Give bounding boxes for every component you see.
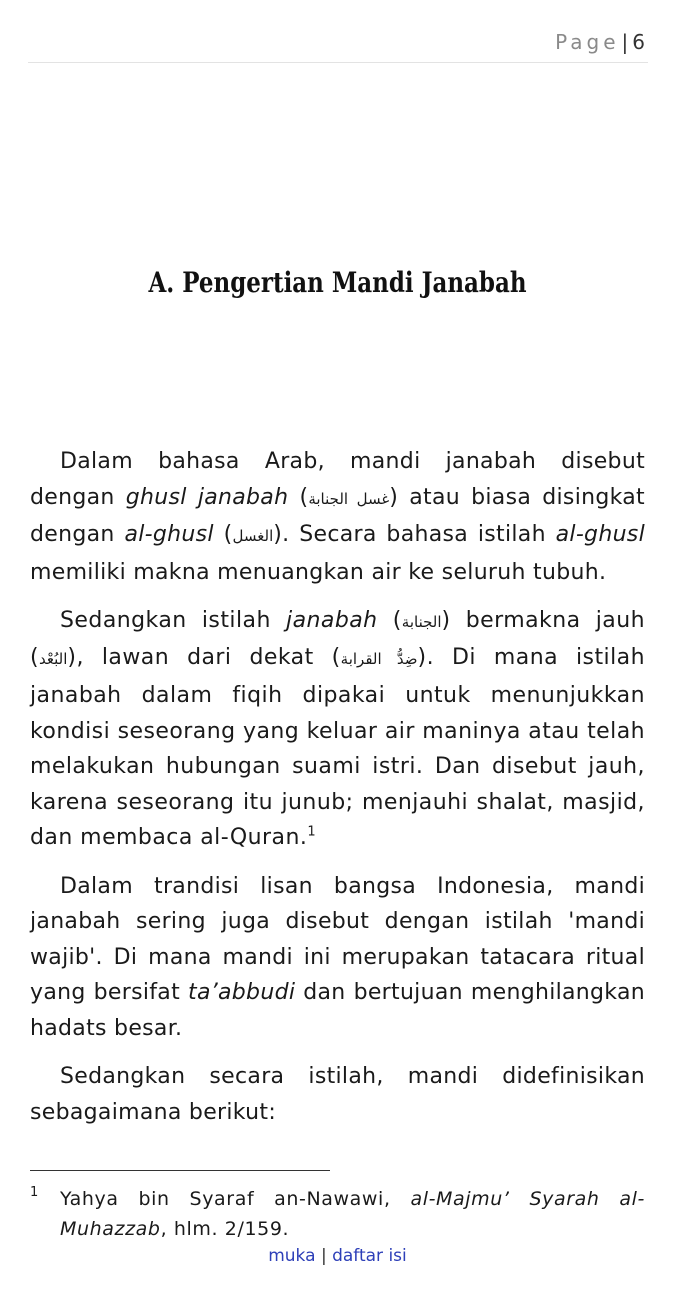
text: ). Di mana istilah janabah dalam fiqih dipakai untuk menunjukkan kondisi seseorang yang keluar air maninya atau telah melakukan hubungan suami istri. Dan disebut jauh, karena seseorang itu junub; menjauhi shalat, masjid, dan membaca al-Quran.: [30, 645, 646, 851]
text: ), lawan dari dekat (: [67, 645, 341, 671]
text: (: [377, 607, 402, 633]
arabic-term: ضِدُّ القرابة: [340, 650, 418, 669]
paragraph-4: [30, 1059, 645, 1130]
italic-term: al-ghusl: [555, 522, 645, 548]
text: Dalam trandisi lisan bangsa Indonesia, mandi janabah sering juga disebut dengan istilah 'mandi wajib'. Di mana mandi ini merupakan tatacara ritual yang bersifat: [30, 873, 645, 1006]
text: ) bermakna jauh (: [30, 607, 645, 671]
text: memiliki makna menuangkan air ke seluruh tubuh.: [30, 559, 607, 585]
text: Sedangkan secara istilah, mandi didefinisikan sebagaimana berikut:: [30, 1064, 645, 1125]
page-number: 6: [632, 30, 645, 54]
footnote-divider: [30, 1170, 330, 1171]
text: dan bertujuan menghilangkan hadats besar.: [30, 980, 645, 1041]
text: Yahya bin Syaraf an-Nawawi,: [60, 1188, 411, 1210]
text: (: [213, 522, 233, 548]
page-label: Page: [555, 30, 620, 54]
home-link[interactable]: muka: [268, 1246, 316, 1266]
paragraph-1: [30, 444, 645, 590]
text: Dalam bahasa Arab, mandi janabah disebut dengan: [30, 449, 645, 510]
paragraph-3: [30, 869, 645, 1047]
footnote-reference[interactable]: 1: [307, 825, 317, 841]
arabic-term: الغسل: [232, 527, 274, 546]
document-body: [30, 444, 645, 1143]
italic-term: janabah: [286, 607, 378, 633]
italic-term: ta’abbudi: [188, 980, 296, 1006]
italic-term: al-ghusl: [124, 522, 214, 548]
text: ) atau biasa disingkat dengan: [30, 484, 645, 548]
text: , hlm. 2/159.: [160, 1218, 290, 1240]
text: (: [288, 484, 309, 510]
footnote-text: [30, 1184, 645, 1244]
page-header: [555, 30, 645, 54]
arabic-term: غسل الجنابة: [308, 489, 390, 508]
footnote-mark: 1: [30, 1185, 39, 1200]
table-of-contents-link[interactable]: daftar isi: [332, 1246, 407, 1266]
arabic-term: الجنابة: [401, 612, 442, 631]
italic-term: al-Majmu’ Syarah al-Muhazzab: [60, 1188, 645, 1240]
italic-term: ghusl janabah: [125, 484, 289, 510]
footnote: [30, 1184, 645, 1244]
text: ). Secara bahasa istilah: [273, 522, 556, 548]
arabic-term: البُعْد: [39, 650, 68, 669]
page-separator: |: [621, 30, 629, 54]
paragraph-2: [30, 603, 645, 856]
nav-separator: |: [320, 1246, 327, 1266]
section-title: A. Pengertian Mandi Janabah: [148, 266, 527, 299]
text: Sedangkan istilah: [60, 607, 287, 633]
header-divider: [28, 62, 648, 63]
page-navigation: [0, 1246, 675, 1266]
